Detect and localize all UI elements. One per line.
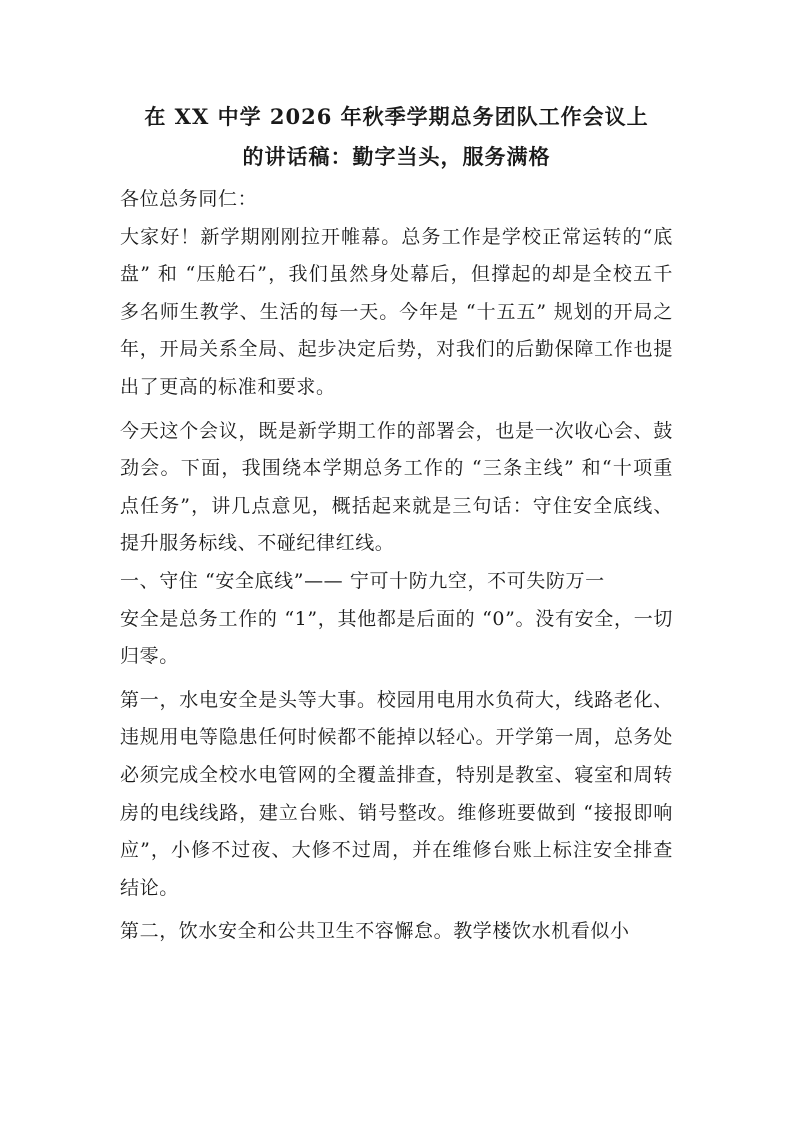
title-line-1: 在 XX 中学 2026 年秋季学期总务团队工作会议上: [144, 104, 649, 129]
paragraph-water-hygiene: 第二，饮水安全和公共卫生不容懈怠。教学楼饮水机看似小: [120, 920, 630, 943]
salutation: 各位总务同仁：: [120, 188, 258, 210]
paragraph-greeting: 大家好！新学期刚刚拉开帷幕。总务工作是学校正常运转的“底盘” 和 “压舱石”，我们虽然身处幕后，但撑起的却是全校五千多名师生教学、生活的每一天。今年是 “十五五” 规划的开局之年，开局关系全局、起步决定后势，对我们的后勤保障工作也提出了更高的标准和要求。: [120, 225, 673, 398]
title-line-2: 的讲话稿：勤字当头，服务满格: [242, 144, 551, 169]
paragraph-meeting-purpose: 今天这个会议，既是新学期工作的部署会，也是一次收心会、鼓劲会。下面，我围绕本学期总务工作的 “三条主线” 和“十项重点任务”，讲几点意见，概括起来就是三句话：守住安全底线、提升服务标线、不碰纪律红线。: [120, 419, 673, 555]
paragraph-safety-intro: 安全是总务工作的 “1”，其他都是后面的 “0”。没有安全，一切归零。: [120, 607, 673, 668]
paragraph-utility-safety: 第一，水电安全是头等大事。校园用电用水负荷大，线路老化、违规用电等隐患任何时候都不能掉以轻心。开学第一周，总务处必须完成全校水电管网的全覆盖排查，特别是教室、寝室和周转房的电线线路，建立台账、销号整改。维修班要做到 “接报即响应”，小修不过夜、大修不过周，并在维修台账上标注安全排查结论。: [120, 688, 673, 899]
document-title: [120, 97, 673, 177]
document-body: [120, 181, 673, 951]
section-heading-1: 一、守住 “安全底线”—— 宁可十防九空，不可失防万一: [120, 569, 605, 592]
